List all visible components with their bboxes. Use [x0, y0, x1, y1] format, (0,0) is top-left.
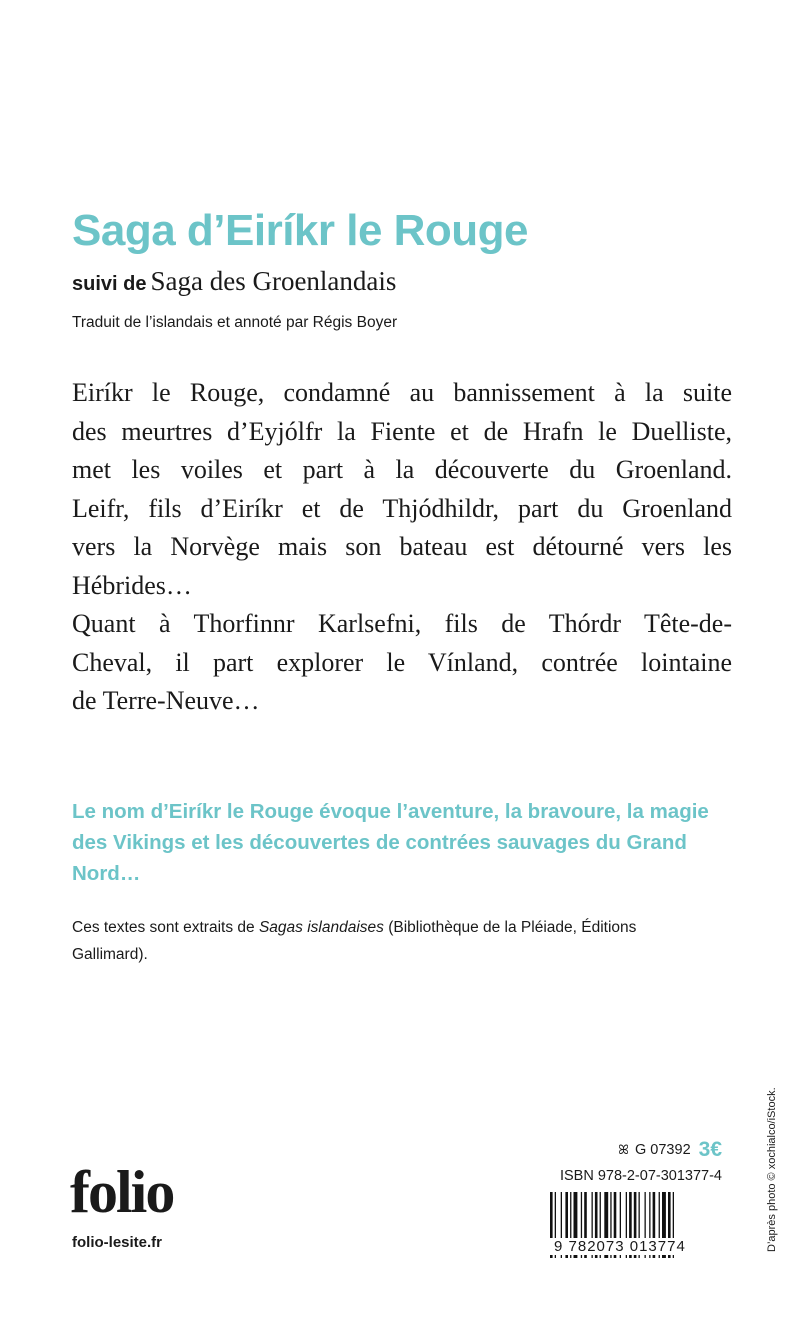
teaser-text: Le nom d’Eiríkr le Rouge évoque l’aventure, la bravoure, la magie des Vikings et les découvertes de contrées sauvages du Grand Nord…: [72, 800, 709, 885]
translator-credit: Traduit de l’islandais et annoté par Régis Boyer: [72, 314, 398, 331]
book-title: Saga d’Eiríkr le Rouge: [72, 206, 529, 255]
summary-line: Leifr, fils d’Eiríkr et de Thjódhildr, part du Groenland: [72, 493, 732, 523]
summary-line: des meurtres d’Eyjólfr la Fiente et de Hrafn le Duelliste,: [72, 416, 732, 446]
summary-line: Hébrides…: [72, 570, 192, 600]
summary-line: Quant à Thorfinnr Karlsefni, fils de Thórdr Tête-de-: [72, 609, 732, 638]
barcode-digits: 9 782073 013774: [550, 1238, 726, 1255]
summary-line: vers la Norvège mais son bateau est détourné vers les: [72, 532, 732, 561]
summary-line: Cheval, il part explorer le Vínland, contrée lointaine: [72, 647, 732, 677]
source-note-before: Ces textes sont extraits de: [72, 919, 259, 936]
summary-line: Eiríkr le Rouge, condamné au bannissement à la suite: [72, 378, 732, 407]
subtitle-prefix: suivi de: [72, 273, 147, 295]
summary: [72, 374, 732, 721]
subtitle: [72, 266, 396, 297]
price-row: [564, 1138, 722, 1162]
source-note: [72, 914, 692, 968]
photo-credit: D’après photo © xochialco/iStock.: [766, 1087, 778, 1252]
folio-logo: folio: [70, 1159, 174, 1225]
subtitle-name: Saga des Groenlandais: [150, 266, 397, 296]
catalog-code: G 07392: [635, 1142, 691, 1158]
isbn: ISBN 978-2-07-301377-4: [559, 1168, 722, 1184]
summary-line: met les voiles et part à la découverte du Groenland.: [72, 455, 732, 484]
source-note-after: (Bibliothèque de la Pléiade, Éditions Gallimard).: [72, 919, 637, 963]
publisher-website: folio-lesite.fr: [72, 1234, 163, 1251]
price: 3€: [698, 1138, 722, 1161]
summary-line: de Terre-Neuve…: [72, 686, 260, 715]
gallimard-logo-icon: ꕤ: [618, 1142, 629, 1157]
source-note-title: Sagas islandaises: [258, 919, 384, 936]
